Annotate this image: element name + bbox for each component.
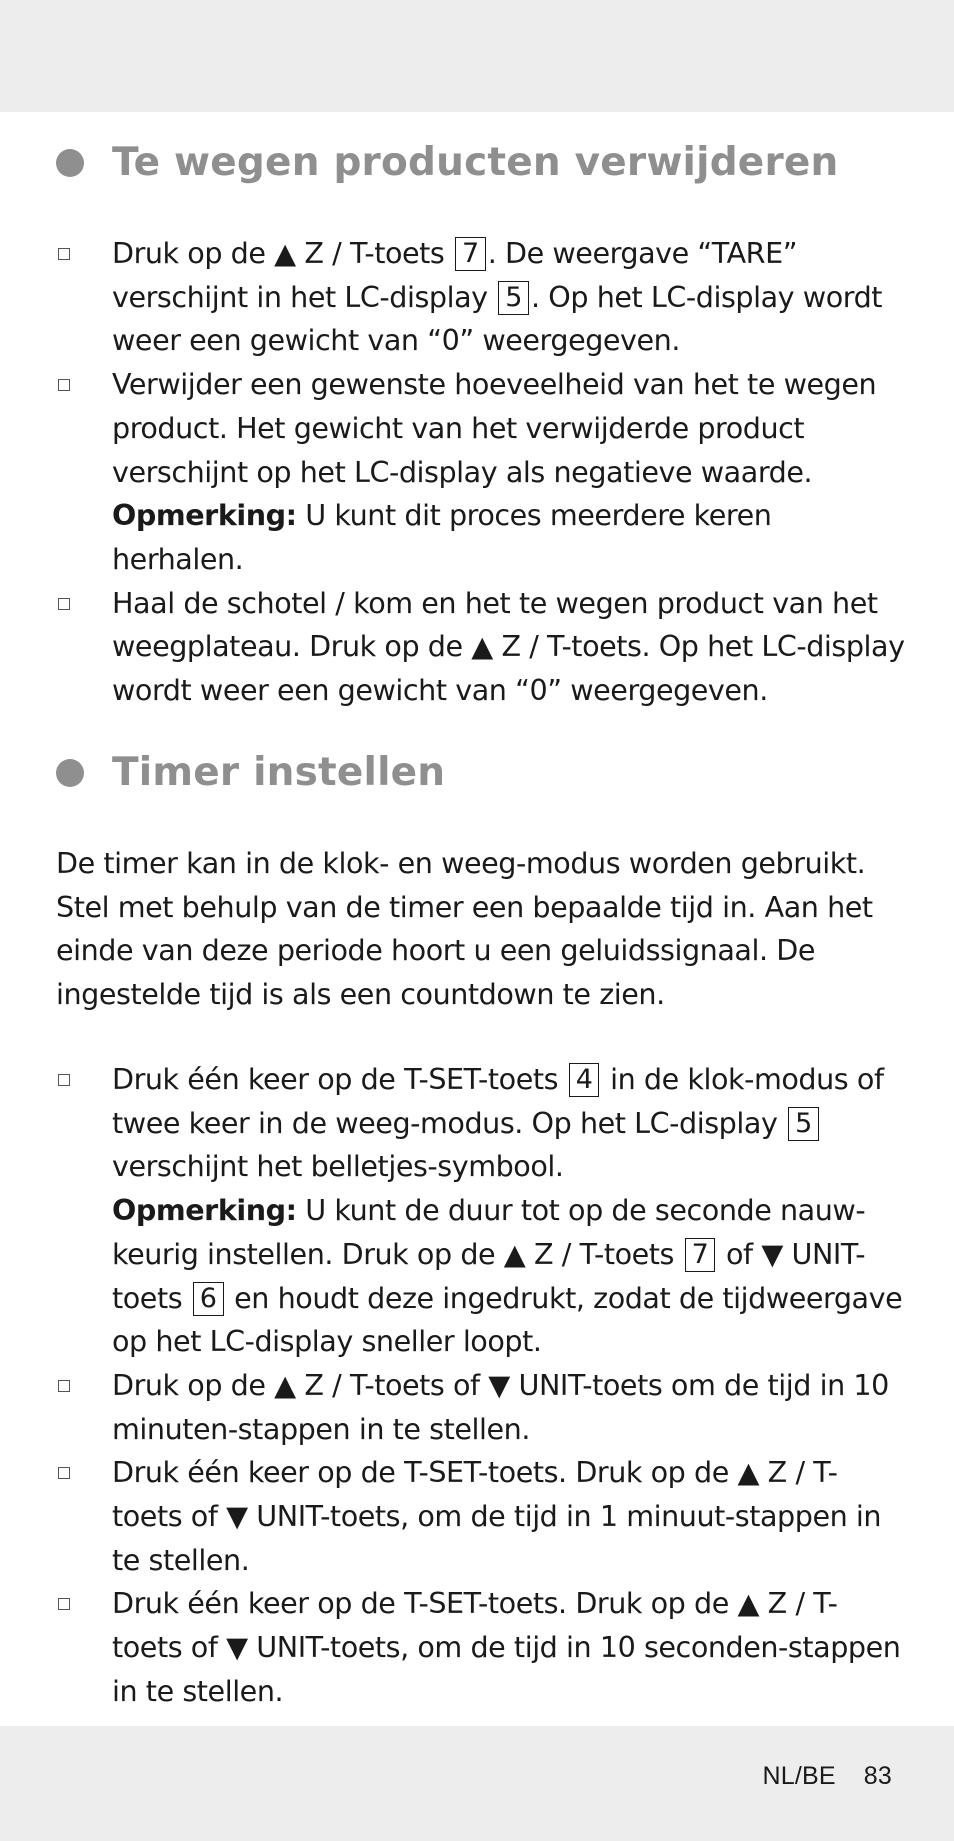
language-code: NL/BE [762, 1762, 836, 1790]
list-item: Druk één keer op de T-SET-toets. Druk op de ▲ Z / T-toets of ▼ UNIT-toets, om de tijd in 1 minuut-stappen in te stellen. [56, 1451, 906, 1582]
note [56, 494, 906, 581]
reference-number: 5 [498, 281, 529, 315]
checkbox-bullet-icon [58, 379, 70, 391]
list-item: Haal de schotel / kom en het te wegen product van het weegplateau. Druk op de ▲ Z / T-toets. Op het LC-display wordt weer een gewicht van “0” weergegeven. [56, 582, 906, 713]
section-heading-timer [56, 750, 445, 795]
checkbox-bullet-icon [58, 1467, 70, 1479]
page-footer [763, 1762, 892, 1791]
section2-list [56, 1058, 906, 1714]
intro-paragraph: De timer kan in de klok- en weeg-modus worden gebruikt. Stel met behulp van de timer een bepaalde tijd in. Aan het einde van deze periode hoort u een geluidssignaal. De ingestelde tijd is als een countdown te zien. [56, 846, 873, 1012]
note-label: Opmerking: [112, 1193, 297, 1228]
section-heading-remove-products [56, 140, 839, 185]
list-item: Druk één keer op de T-SET-toets. Druk op de ▲ Z / T-toets of ▼ UNIT-toets, om de tijd in 10 seconden-stappen in te stellen. [56, 1582, 906, 1713]
checkbox-bullet-icon [58, 1598, 70, 1610]
checkbox-bullet-icon [58, 598, 70, 610]
page-number: 83 [863, 1762, 892, 1790]
bullet-dot-icon [56, 759, 84, 787]
checkbox-bullet-icon [58, 1074, 70, 1086]
checkbox-bullet-icon [58, 248, 70, 260]
reference-number: 4 [569, 1063, 600, 1097]
header-band [0, 0, 954, 112]
bullet-dot-icon [56, 149, 84, 177]
note: Opmerking: U kunt de duur tot op de seconde nauw-keurig instellen. Druk op de ▲ Z / T-toets 7 of ▼ UNIT-toets 6 en houdt deze ingedrukt, zodat de tijdweergave op het LC-display sneller loopt. [112, 1193, 903, 1359]
checkbox-bullet-icon [58, 1380, 70, 1392]
section1-list [56, 232, 906, 713]
reference-number: 7 [455, 237, 486, 271]
section-title: Te wegen producten verwijderen [112, 140, 839, 185]
list-item: Verwijder een gewenste hoeveelheid van het te wegen product. Het gewicht van het verwijderde product verschijnt op het LC-display als negatieve waarde. [56, 363, 906, 494]
reference-number: 7 [685, 1238, 716, 1272]
list-item: Druk één keer op de T-SET-toets 4 in de klok-modus of twee keer in de weeg-modus. Op het LC-display 5 verschijnt het belletjes-symbool. [56, 1058, 906, 1189]
list-item: Druk op de ▲ Z / T-toets of ▼ UNIT-toets om de tijd in 10 minuten-stappen in te stellen. [56, 1364, 906, 1451]
reference-number: 5 [788, 1107, 819, 1141]
list-item: Druk op de ▲ Z / T-toets 7 . De weergave “TARE” verschijnt in het LC-display 5 . Op het LC-display wordt weer een gewicht van “0” weergegeven. [56, 232, 906, 363]
note-text: U kunt dit proces meerdere keren herhalen. [112, 498, 772, 576]
note-label: Opmerking: [112, 498, 297, 533]
section-title: Timer instellen [112, 750, 446, 795]
reference-number: 6 [193, 1282, 224, 1316]
